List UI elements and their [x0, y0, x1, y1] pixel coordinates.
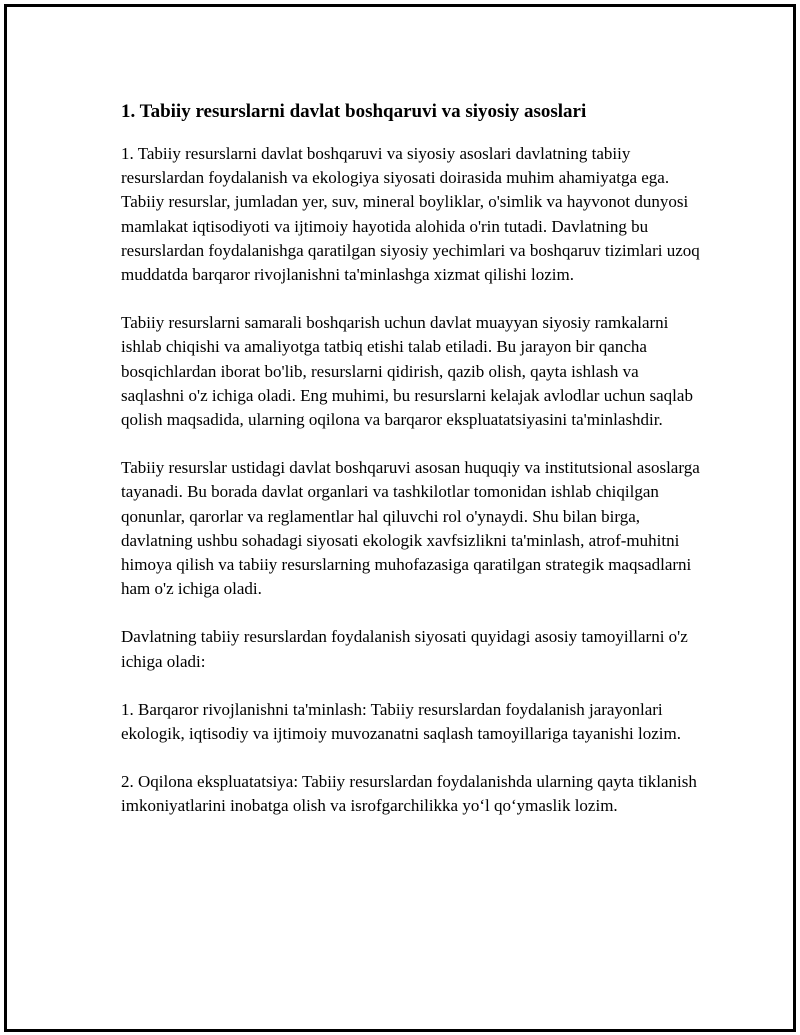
document-title: 1. Tabiiy resurslarni davlat boshqaruvi va siyosiy asoslari	[121, 101, 587, 122]
page-frame	[4, 4, 796, 1032]
paragraph-legal-basis: Tabiiy resurslar ustidagi davlat boshqaruvi asosan huquqiy va institutsional asoslarga tayanadi. Bu borada davlat organlari va tashkilotlar tomonidan ishlab chiqilgan qonunlar, qarorlar va reglamentlar hal qiluvchi rol o'ynaydi. Shu bilan birga, davlatning ushbu sohadagi siyosati ekologik xavfsizlikni ta'minlash, atrof-muhitni himoya qilish va tabiiy resurslarning muhofazasiga qaratilgan strategik maqsadlarni ham o'z ichiga oladi.	[121, 458, 700, 599]
list-item-principle-2: 2. Oqilona ekspluatatsiya: Tabiiy resurslardan foydalanishda ularning qayta tiklanish imkoniyatlarini inobatga olish va isrofgarchilikka yo‘l qo‘ymaslik lozim.	[121, 772, 697, 816]
paragraph-management: Tabiiy resurslarni samarali boshqarish uchun davlat muayyan siyosiy ramkalarni ishlab chiqishi va amaliyotga tatbiq etishi talab etiladi. Bu jarayon bir qancha bosqichlardan iborat bo'lib, resurslarni qidirish, qazib olish, qayta ishlash va saqlashni o'z ichiga oladi. Eng muhimi, bu resurslarni kelajak avlodlar uchun saqlab qolish maqsadida, ularning oqilona va barqaror ekspluatatsiyasini ta'minlashdir.	[121, 313, 693, 430]
paragraph-principles-intro: Davlatning tabiiy resurslardan foydalanish siyosati quyidagi asosiy tamoyillarni o'z ichiga oladi:	[121, 627, 688, 671]
document-body	[121, 99, 701, 843]
paragraph-intro: 1. Tabiiy resurslarni davlat boshqaruvi va siyosiy asoslari davlatning tabiiy resurslardan foydalanish va ekologiya siyosati doirasida muhim ahamiyatga ega. Tabiiy resurslar, jumladan yer, suv, mineral boyliklar, o'simlik va hayvonot dunyosi mamlakat iqtisodiyoti va ijtimoiy hayotida alohida o'rin tutadi. Davlatning bu resurslardan foydalanishga qaratilgan siyosiy yechimlari va boshqaruv tizimlari uzoq muddatda barqaror rivojlanishni ta'minlashga xizmat qilishi lozim.	[121, 144, 700, 285]
list-item-principle-1: 1. Barqaror rivojlanishni ta'minlash: Tabiiy resurslardan foydalanish jarayonlari ekologik, iqtisodiy va ijtimoiy muvozanatni saqlash tamoyillariga tayanishi lozim.	[121, 699, 681, 744]
